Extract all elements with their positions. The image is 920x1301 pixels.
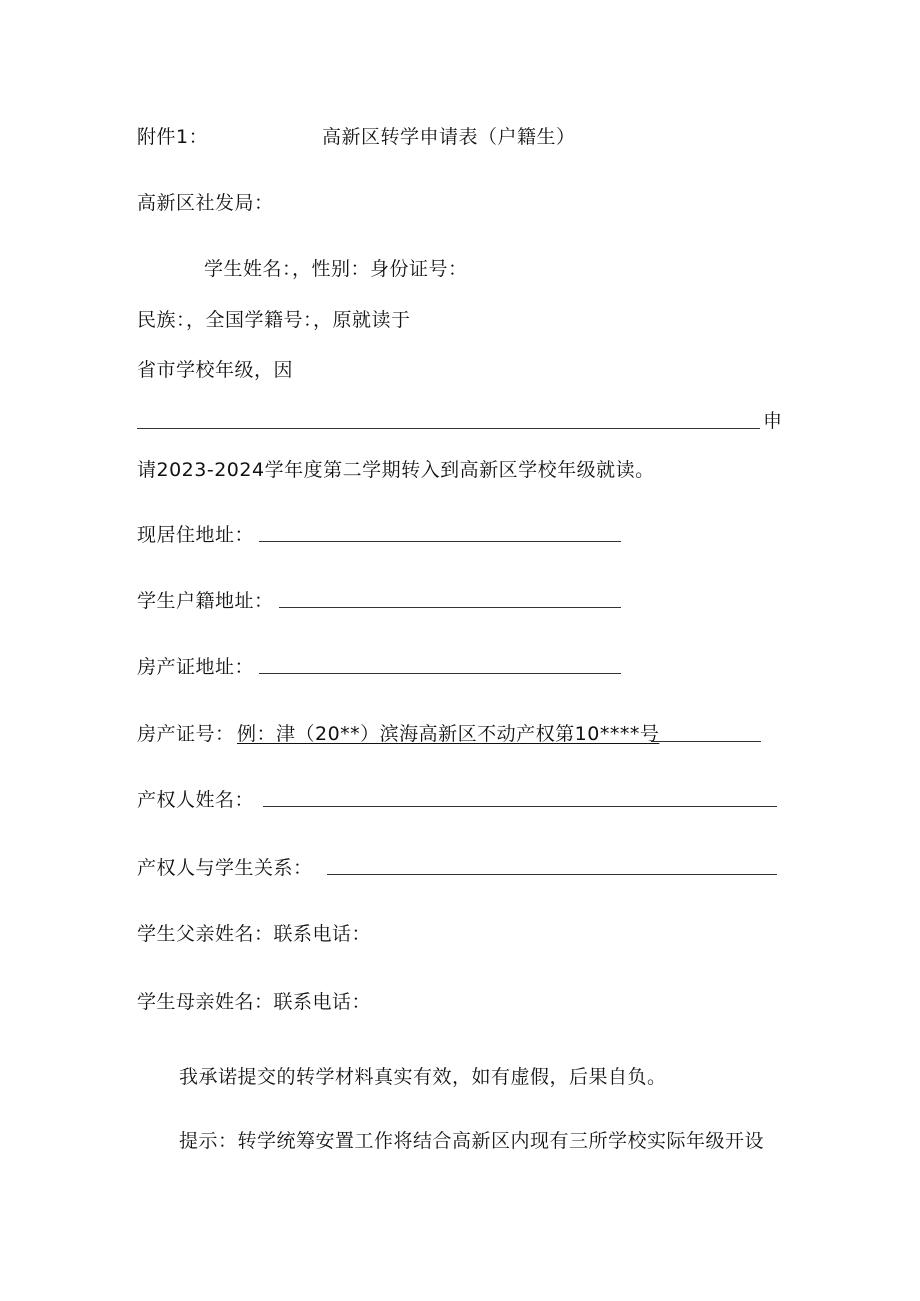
- school-line: 省市学校年级，因: [137, 359, 294, 381]
- tip-statement: 提示：转学统筹安置工作将结合高新区内现有三所学校实际年级开设: [179, 1130, 765, 1152]
- property-address-label: 房产证地址：: [137, 656, 255, 678]
- father-contact-line: 学生父亲姓名：联系电话：: [137, 923, 372, 945]
- addressee: 高新区社发局：: [137, 192, 274, 214]
- residence-blank-line[interactable]: [259, 541, 621, 542]
- student-info-line: 学生姓名：，性别：身份证号：: [204, 258, 468, 280]
- mother-contact-line: 学生母亲姓名：联系电话：: [137, 991, 372, 1013]
- pledge-statement: 我承诺提交的转学材料真实有效，如有虚假，后果自负。: [179, 1066, 667, 1088]
- residence-label: 现居住地址：: [137, 524, 255, 546]
- property-no-label: 房产证号：: [137, 723, 235, 745]
- household-label: 学生户籍地址：: [137, 590, 274, 612]
- transfer-request-line: 请2023-2024学年度第二学期转入到高新区学校年级就读。: [137, 459, 655, 481]
- property-no-example: 例：津（20**）滨海高新区不动产权第10****号: [237, 723, 660, 745]
- form-title: 高新区转学申请表（户籍生）: [322, 126, 576, 148]
- attachment-label: 附件1：: [137, 126, 209, 148]
- reason-blank-line[interactable]: [137, 428, 760, 429]
- owner-name-blank-line[interactable]: [263, 806, 777, 807]
- owner-name-label: 产权人姓名：: [137, 789, 255, 811]
- property-address-blank-line[interactable]: [259, 673, 621, 674]
- ethnicity-line: 民族：，全国学籍号：，原就读于: [137, 309, 411, 331]
- property-no-blank-line[interactable]: [652, 741, 761, 742]
- owner-relation-blank-line[interactable]: [327, 874, 777, 875]
- owner-relation-label: 产权人与学生关系：: [137, 857, 313, 879]
- household-blank-line[interactable]: [279, 607, 621, 608]
- reason-line-tail: 申: [763, 410, 783, 432]
